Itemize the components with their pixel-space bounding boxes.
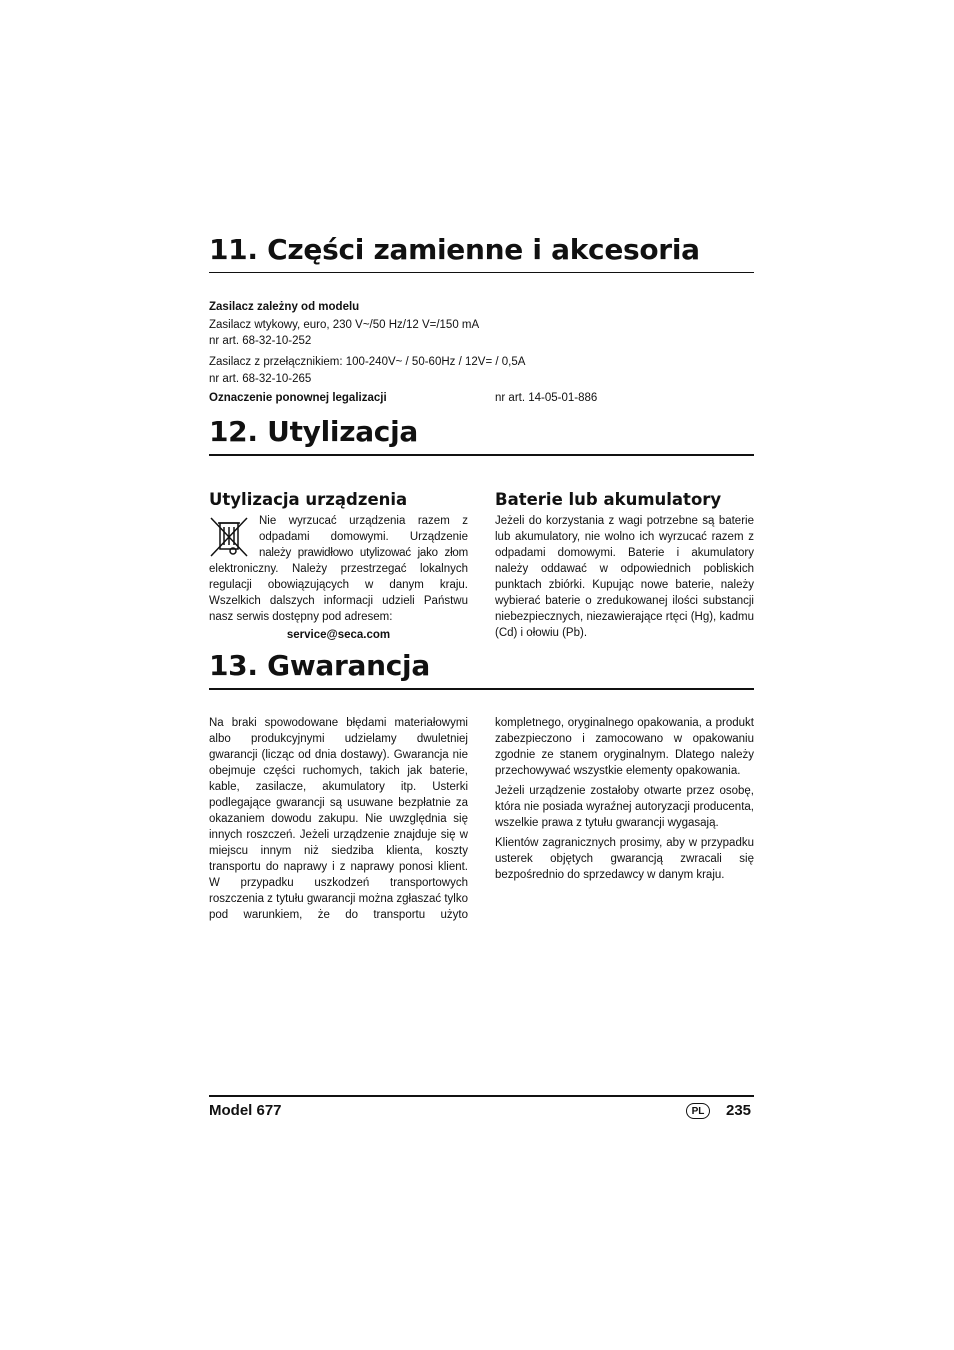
- section-12-title: 12. Utylizacja: [209, 415, 418, 448]
- device-disposal-wrap-3: należy prawidłowo utylizować jako złom: [259, 547, 468, 559]
- service-email: service@seca.com: [286, 629, 391, 641]
- psu1-desc: Zasilacz wtykowy, euro, 230 V~/50 Hz/12 V=/150 mA: [209, 319, 480, 331]
- language-badge: PL: [686, 1103, 710, 1119]
- section-13-title: 13. Gwarancja: [209, 649, 430, 682]
- device-disposal-body: elektroniczny. Należy przestrzegać lokalnych regulacji obowiązujących w danym kraju. Wszelkich dalszych informacji udzieli Państwu nasz serwis dostępny pod adresem:: [209, 563, 468, 623]
- warranty-paragraph: kompletnego, oryginalnego opakowania, a produkt zabezpieczono i zamocowano w opakowaniu zgodnie ze stanem oryginalnym. Dlatego należy przechowywać wszystkie elementy opakowania.: [495, 717, 754, 777]
- batteries-body: Jeżeli do korzystania z wagi potrzebne są baterie lub akumulatory, nie wolno ich wyrzucać razem z odpadami domowymi. Baterie i akumulatory należy oddawać w odpowiednich pobliskich punktach zbiórki. Kupując nowe baterie, należy wybierać baterie o zredukowanej ilości substancji niebezpiecznych, niezawierające rtęci (Hg), kadmu (Cd) i ołowiu (Pb).: [495, 515, 754, 639]
- psu2-desc: Zasilacz z przełącznikiem: 100-240V~ / 50-60Hz / 12V= / 0,5A: [209, 356, 526, 368]
- psu2-art: nr art. 68-32-10-265: [209, 373, 312, 385]
- section-11-rule: [209, 272, 754, 273]
- device-disposal-heading: Utylizacja urządzenia: [209, 490, 408, 509]
- psu-heading: Zasilacz zależny od modelu: [209, 301, 360, 313]
- section-11-title: 11. Części zamienne i akcesoria: [209, 233, 700, 266]
- warranty-right-text: [495, 715, 754, 887]
- warranty-paragraph: Klientów zagranicznych prosimy, aby w przypadku usterek objętych gwarancją zwracali się bezpośrednio do sprzedawcy w danym kraju.: [495, 837, 754, 881]
- warranty-paragraph: Jeżeli urządzenie zostałoby otwarte przez osobę, która nie posiada wyraźnej autoryzacji producenta, wszelkie prawa z tytułu gwarancji wygasają.: [495, 785, 754, 829]
- section-13-rule: [209, 688, 754, 690]
- footer-rule: [209, 1095, 754, 1097]
- psu1-art: nr art. 68-32-10-252: [209, 335, 312, 347]
- batteries-heading: Baterie lub akumulatory: [495, 490, 722, 509]
- page-number: 235: [726, 1102, 752, 1119]
- device-disposal-wrap-2: odpadami domowymi. Urządzenie: [259, 531, 468, 543]
- footer-model: Model 677: [209, 1102, 282, 1119]
- warranty-left-text: Na braki spowodowane błędami materiałowymi albo produkcyjnymi udzielamy dwuletniej gwarancji (licząc od dnia dostawy). Gwarancja nie obejmuje części ruchomych, takich jak baterie, kable, zasilacze, akumulatory itp. Usterki podlegające gwarancji są usuwane bezpłatnie za okazaniem dowodu zakupu. Nie uwzględnia się innych roszczeń. Jeżeli urządzenie znajduje się w miejscu innym niż siedziba klienta, koszty transportu do naprawy i z naprawy ponosi klient. W przypadku uszkodzeń transportowych roszczenia z tytułu gwarancji można zgłaszać tylko pod warunkiem, że do transportu użyto: [209, 717, 468, 921]
- section-12-rule: [209, 454, 754, 456]
- relegal-label: Oznaczenie ponownej legalizacji: [209, 392, 387, 404]
- relegal-art: nr art. 14-05-01-886: [495, 392, 598, 404]
- device-disposal-wrap-1: Nie wyrzucać urządzenia razem z: [259, 515, 468, 527]
- crossed-out-wheelie-bin-icon: [209, 516, 249, 558]
